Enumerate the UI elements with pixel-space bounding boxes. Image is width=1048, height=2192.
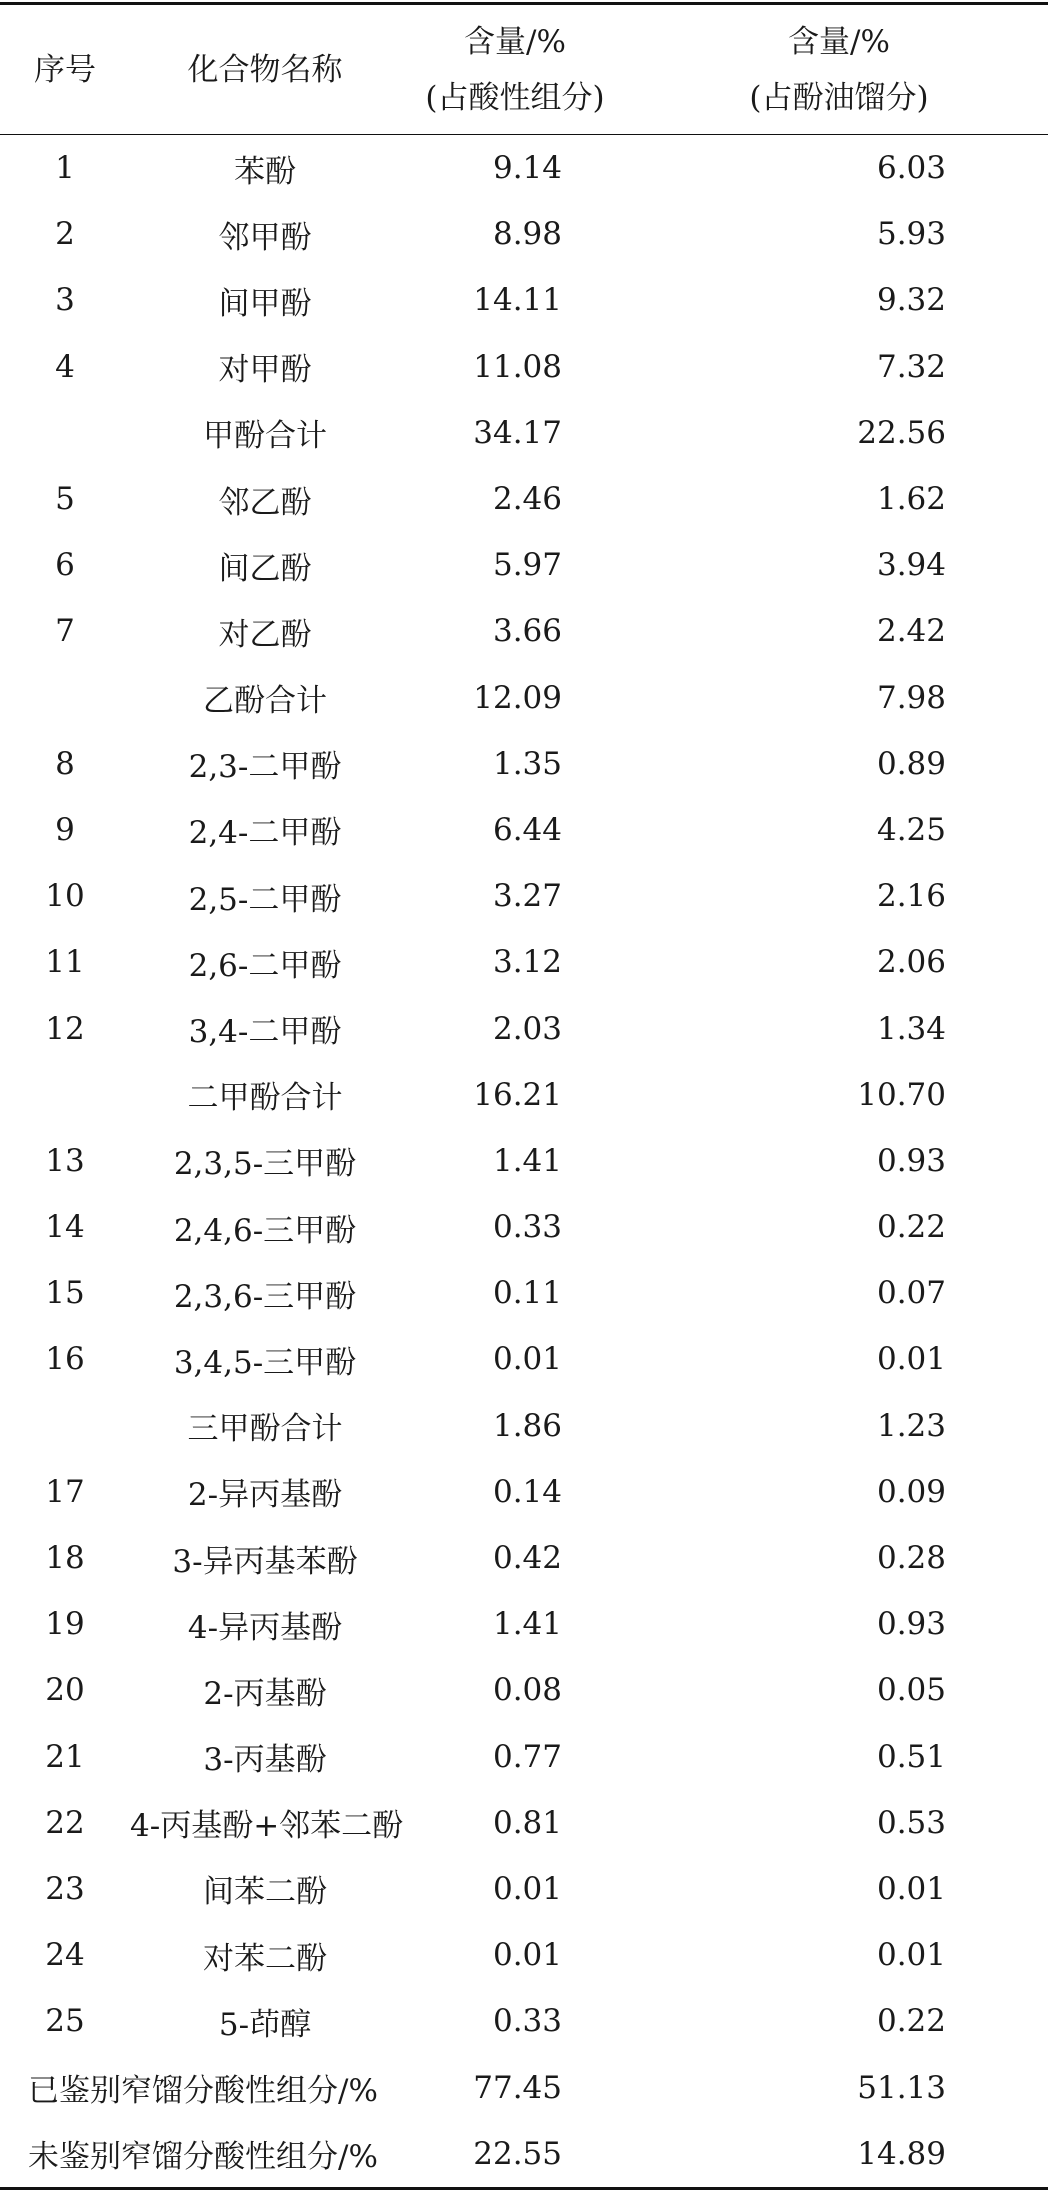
cell-name: 3-异丙基苯酚 (172, 1543, 358, 1580)
table-row (0, 1459, 1048, 1525)
cell-name: 2,3,6-三甲酚 (173, 1278, 357, 1315)
cell-oil: 7.32 (876, 348, 946, 385)
cell-no: 25 (45, 2003, 85, 2040)
table-row (0, 1525, 1048, 1591)
cell-no: 19 (45, 1606, 85, 1643)
cell-oil: 4.25 (876, 811, 946, 848)
cell-acid: 1.35 (492, 745, 562, 782)
table-row (0, 1724, 1048, 1790)
table-row (0, 400, 1048, 466)
cell-name: 对甲酚 (218, 352, 312, 389)
cell-oil: 3.94 (876, 547, 946, 584)
cell-acid: 0.81 (492, 1804, 562, 1841)
cell-acid: 34.17 (473, 414, 562, 451)
header-oil-line2: (占酚油馏分) (749, 79, 929, 116)
cell-oil: 0.22 (876, 1209, 946, 1246)
table-row (0, 863, 1048, 929)
cell-acid: 0.14 (492, 1473, 562, 1510)
cell-acid: 2.46 (492, 481, 562, 518)
cell-acid: 0.08 (492, 1672, 562, 1709)
cell-name: 2-异丙基酚 (187, 1477, 343, 1514)
cell-acid: 0.01 (492, 1341, 562, 1378)
table-row (0, 1657, 1048, 1723)
cell-acid: 1.41 (492, 1142, 562, 1179)
table-row (0, 267, 1048, 333)
cell-no (0, 400, 130, 466)
cell-acid: 0.33 (492, 1209, 562, 1246)
table-row (0, 1922, 1048, 1988)
cell-acid: 1.86 (492, 1407, 562, 1444)
cell-acid: 12.09 (473, 679, 562, 716)
cell-oil: 0.05 (876, 1672, 946, 1709)
cell-acid: 16.21 (473, 1076, 562, 1113)
cell-oil: 9.32 (876, 282, 946, 319)
cell-no: 18 (45, 1540, 85, 1577)
cell-no: 2 (55, 216, 75, 253)
table-header (0, 5, 1048, 134)
cell-acid: 6.44 (492, 811, 562, 848)
cell-oil: 2.06 (876, 944, 946, 981)
summary-row (0, 2054, 1048, 2120)
header-acid-line1: 含量/% (464, 23, 566, 60)
cell-no: 1 (55, 150, 75, 187)
cell-name: 三甲酚合计 (187, 1411, 343, 1448)
cell-name: 2,3,5-三甲酚 (173, 1146, 357, 1183)
table-row (0, 1062, 1048, 1128)
table-row (0, 731, 1048, 797)
summary-label: 未鉴别窄馏分酸性组分/% (28, 2139, 378, 2176)
cell-name: 5-茚醇 (218, 2006, 312, 2043)
cell-name: 3-丙基酚 (203, 1742, 327, 1779)
summary-acid: 77.45 (473, 2069, 562, 2106)
cell-oil: 0.01 (876, 1937, 946, 1974)
header-name: 化合物名称 (187, 51, 343, 88)
cell-acid: 0.77 (492, 1738, 562, 1775)
cell-name: 邻甲酚 (218, 219, 312, 256)
cell-acid: 14.11 (473, 282, 562, 319)
header-oil (630, 5, 1048, 134)
summary-oil: 51.13 (857, 2069, 946, 2106)
cell-name: 间甲酚 (218, 285, 312, 322)
cell-acid: 0.42 (492, 1540, 562, 1577)
cell-no: 10 (45, 878, 85, 915)
table-row (0, 1988, 1048, 2054)
summary-oil: 14.89 (857, 2135, 946, 2172)
bottom-rule (0, 2187, 1048, 2190)
cell-oil: 1.62 (876, 481, 946, 518)
cell-oil: 1.23 (876, 1407, 946, 1444)
cell-no: 24 (45, 1937, 85, 1974)
cell-no: 21 (45, 1738, 85, 1775)
cell-oil: 0.28 (876, 1540, 946, 1577)
header-acid-line2: (占酸性组分) (425, 79, 605, 116)
cell-name: 甲酚合计 (203, 418, 327, 455)
summary-row (0, 2121, 1048, 2187)
cell-oil: 0.93 (876, 1606, 946, 1643)
cell-oil: 0.93 (876, 1142, 946, 1179)
cell-oil: 1.34 (876, 1010, 946, 1047)
cell-no: 14 (45, 1209, 85, 1246)
cell-no: 15 (45, 1275, 85, 1312)
cell-name: 间乙酚 (218, 550, 312, 587)
cell-name: 乙酚合计 (203, 683, 327, 720)
cell-acid: 8.98 (492, 216, 562, 253)
cell-acid: 0.01 (492, 1937, 562, 1974)
cell-no: 23 (45, 1870, 85, 1907)
header-acid (400, 5, 630, 134)
table-body (0, 135, 1048, 2187)
cell-no: 3 (55, 282, 75, 319)
cell-oil: 2.42 (876, 613, 946, 650)
table-row (0, 1194, 1048, 1260)
cell-oil: 0.22 (876, 2003, 946, 2040)
cell-acid: 1.41 (492, 1606, 562, 1643)
cell-no (0, 665, 130, 731)
cell-no: 13 (45, 1142, 85, 1179)
cell-acid: 3.12 (492, 944, 562, 981)
cell-name: 对乙酚 (218, 616, 312, 653)
cell-acid: 0.01 (492, 1870, 562, 1907)
table-row (0, 466, 1048, 532)
cell-acid: 3.66 (492, 613, 562, 650)
table-row (0, 797, 1048, 863)
cell-name: 邻乙酚 (218, 484, 312, 521)
cell-no: 17 (45, 1473, 85, 1510)
cell-name: 苯酚 (234, 153, 296, 190)
cell-oil: 2.16 (876, 878, 946, 915)
cell-oil: 6.03 (876, 150, 946, 187)
cell-name: 3,4-二甲酚 (188, 1014, 342, 1051)
cell-oil: 0.01 (876, 1341, 946, 1378)
table-row (0, 598, 1048, 664)
cell-oil: 0.07 (876, 1275, 946, 1312)
table-row (0, 665, 1048, 731)
cell-name: 4-丙基酚+邻苯二酚 (130, 1808, 404, 1845)
header-oil-line1: 含量/% (788, 23, 890, 60)
cell-oil: 0.01 (876, 1870, 946, 1907)
cell-acid: 9.14 (492, 150, 562, 187)
table-row (0, 334, 1048, 400)
table-row (0, 135, 1048, 201)
cell-name: 二甲酚合计 (187, 1080, 343, 1117)
table-row (0, 532, 1048, 598)
table-row (0, 1591, 1048, 1657)
cell-name: 2,4,6-三甲酚 (173, 1212, 357, 1249)
cell-name: 2,3-二甲酚 (188, 749, 342, 786)
table-row (0, 1790, 1048, 1856)
cell-name: 2,5-二甲酚 (188, 881, 342, 918)
cell-name: 2,4-二甲酚 (188, 815, 342, 852)
cell-no: 22 (45, 1804, 85, 1841)
cell-no (0, 1062, 130, 1128)
table-row (0, 1326, 1048, 1392)
table-row (0, 1856, 1048, 1922)
cell-acid: 0.33 (492, 2003, 562, 2040)
table-row (0, 201, 1048, 267)
table-row (0, 1260, 1048, 1326)
cell-name: 间苯二酚 (203, 1874, 327, 1911)
cell-no: 16 (45, 1341, 85, 1378)
cell-name: 2-丙基酚 (203, 1675, 327, 1712)
cell-no: 5 (55, 481, 75, 518)
table-row (0, 995, 1048, 1061)
cell-no: 12 (45, 1010, 85, 1047)
cell-oil: 5.93 (876, 216, 946, 253)
cell-name: 2,6-二甲酚 (188, 947, 342, 984)
summary-label: 已鉴别窄馏分酸性组分/% (28, 2073, 378, 2110)
cell-oil: 0.89 (876, 745, 946, 782)
cell-no: 9 (55, 811, 75, 848)
table-row (0, 929, 1048, 995)
cell-oil: 10.70 (857, 1076, 946, 1113)
cell-acid: 3.27 (492, 878, 562, 915)
table-row (0, 1128, 1048, 1194)
cell-no: 4 (55, 348, 75, 385)
cell-oil: 22.56 (857, 414, 946, 451)
cell-acid: 0.11 (492, 1275, 562, 1312)
cell-oil: 0.51 (876, 1738, 946, 1775)
table-rows (0, 135, 1048, 2187)
cell-oil: 7.98 (876, 679, 946, 716)
cell-acid: 11.08 (473, 348, 562, 385)
cell-name: 3,4,5-三甲酚 (173, 1344, 357, 1381)
summary-acid: 22.55 (473, 2135, 562, 2172)
cell-oil: 0.53 (876, 1804, 946, 1841)
cell-acid: 2.03 (492, 1010, 562, 1047)
cell-name: 4-异丙基酚 (187, 1609, 343, 1646)
cell-no: 7 (55, 613, 75, 650)
cell-no (0, 1393, 130, 1459)
cell-no: 6 (55, 547, 75, 584)
table-row (0, 1393, 1048, 1459)
cell-no: 20 (45, 1672, 85, 1709)
header-no: 序号 (34, 51, 96, 88)
cell-oil: 0.09 (876, 1473, 946, 1510)
cell-no: 11 (45, 944, 85, 981)
cell-name: 对苯二酚 (203, 1940, 327, 1977)
cell-no: 8 (55, 745, 75, 782)
cell-acid: 5.97 (492, 547, 562, 584)
